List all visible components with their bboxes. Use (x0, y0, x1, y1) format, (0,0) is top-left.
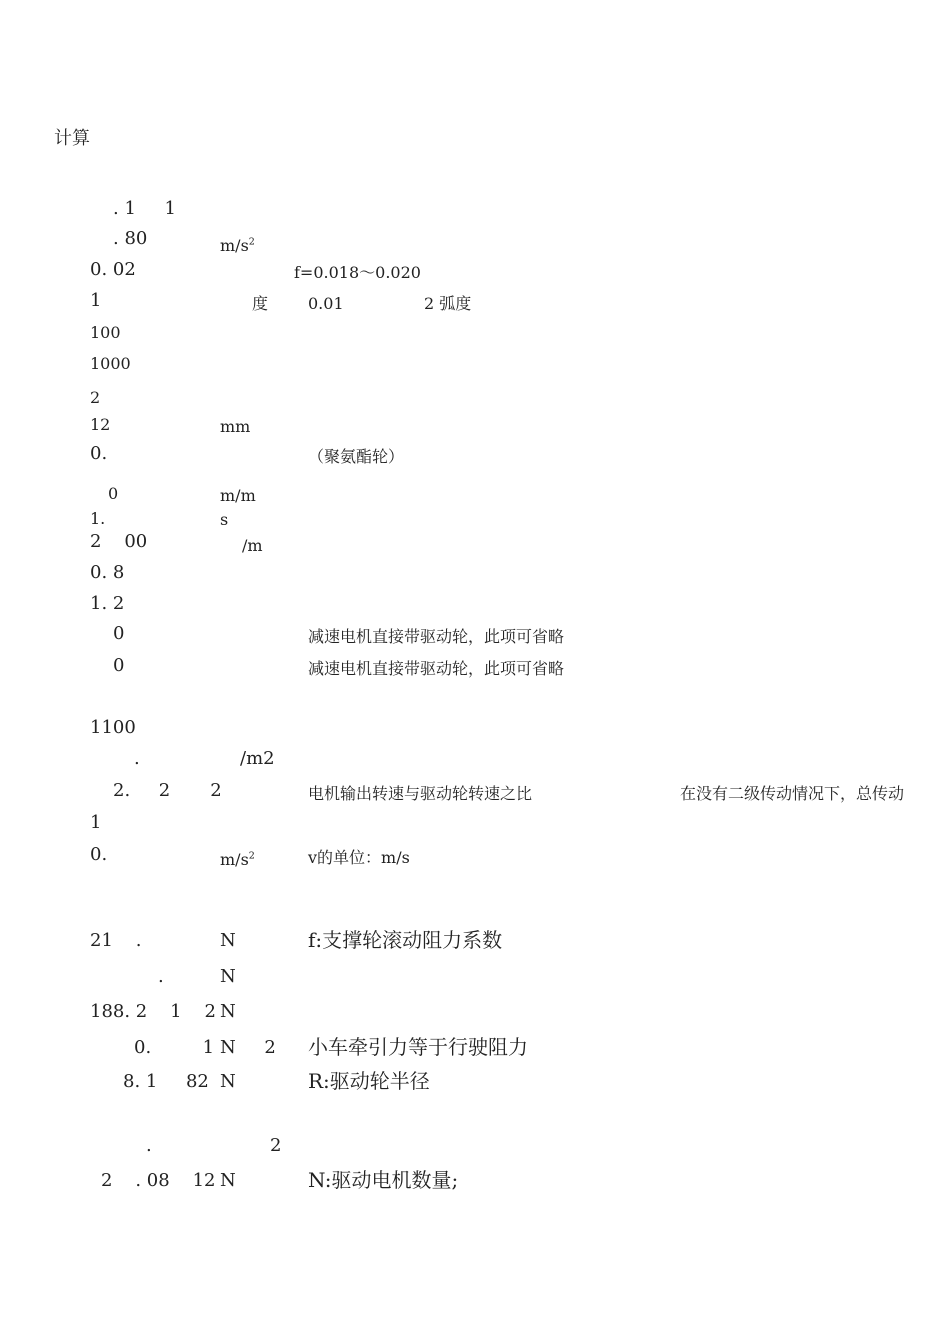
row-note: 减速电机直接带驱动轮，此项可省略 (308, 627, 565, 646)
row-value: 0. 02 (90, 259, 136, 280)
row-value: 2 . 08 12 (101, 1170, 216, 1191)
row-value: 0.01 (308, 294, 344, 313)
row-note: 减速电机直接带驱动轮，此项可省略 (308, 659, 565, 678)
row-value: 0. 1 (134, 1037, 215, 1058)
row-value: . (146, 1135, 152, 1156)
row-value: 0 (113, 655, 125, 676)
row-unit: N 2 (220, 1037, 276, 1058)
row-value: 1 (90, 812, 102, 833)
row-value: 0. 8 (90, 562, 125, 583)
row-note: N:驱动电机数量; (308, 1168, 459, 1192)
row-value: 1. (90, 509, 106, 528)
row-value: 12 (90, 415, 111, 434)
row-value: 1000 (90, 354, 131, 373)
row-value: 2. 2 2 (113, 780, 222, 801)
row-value: 2 (90, 388, 101, 407)
row-unit: $m/s^2$ (220, 236, 255, 255)
row-value: . (134, 748, 140, 769)
section-heading: 计算 (54, 128, 90, 149)
row-unit: m/m (220, 486, 256, 505)
row-unit: N (220, 1071, 236, 1092)
row-value: 0. (90, 443, 108, 464)
row-value: 0. (90, 844, 108, 865)
row-unit: N (220, 1001, 236, 1022)
row-unit: N (220, 1170, 236, 1191)
row-value: 2 00 (90, 531, 148, 552)
row-note: 小车牵引力等于行驶阻力 (308, 1035, 528, 1059)
row-value: 1100 (90, 717, 136, 738)
row-note: 在没有二级传动情况下，总传动 (680, 784, 905, 803)
row-unit: N (220, 966, 236, 987)
row-note: f=0.018～0.020 (294, 263, 421, 282)
row-value: . 80 (113, 228, 148, 249)
row-value: . (158, 966, 164, 987)
row-value: 1 (90, 290, 102, 311)
row-note: 2 弧度 (424, 294, 472, 313)
row-note: （聚氨酯轮） (308, 447, 405, 466)
row-value: 8. 1 82 (123, 1071, 209, 1092)
row-value: 0 (108, 484, 119, 503)
row-value: . 1 1 (113, 198, 176, 219)
row-unit: 度 (252, 294, 269, 313)
row-value: 1. 2 (90, 593, 125, 614)
row-note: f:支撑轮滚动阻力系数 (308, 928, 503, 952)
row-unit: mm (220, 417, 251, 436)
row-value: 188. 2 1 2 (90, 1001, 216, 1022)
row-note: R:驱动轮半径 (308, 1069, 430, 1093)
row-unit: /m (242, 536, 263, 555)
row-value: 0 (113, 623, 125, 644)
row-unit: /m2 (240, 748, 275, 769)
row-unit: s (220, 510, 229, 529)
row-note: 电机输出转速与驱动轮转速之比 (308, 784, 533, 803)
row-value: 21 . (90, 930, 142, 951)
row-unit: $m/s^2$ (220, 850, 255, 869)
row-value: 2 (270, 1135, 282, 1156)
row-value: 100 (90, 323, 121, 342)
row-note: v的单位：m/s (308, 848, 410, 867)
row-unit: N (220, 930, 236, 951)
